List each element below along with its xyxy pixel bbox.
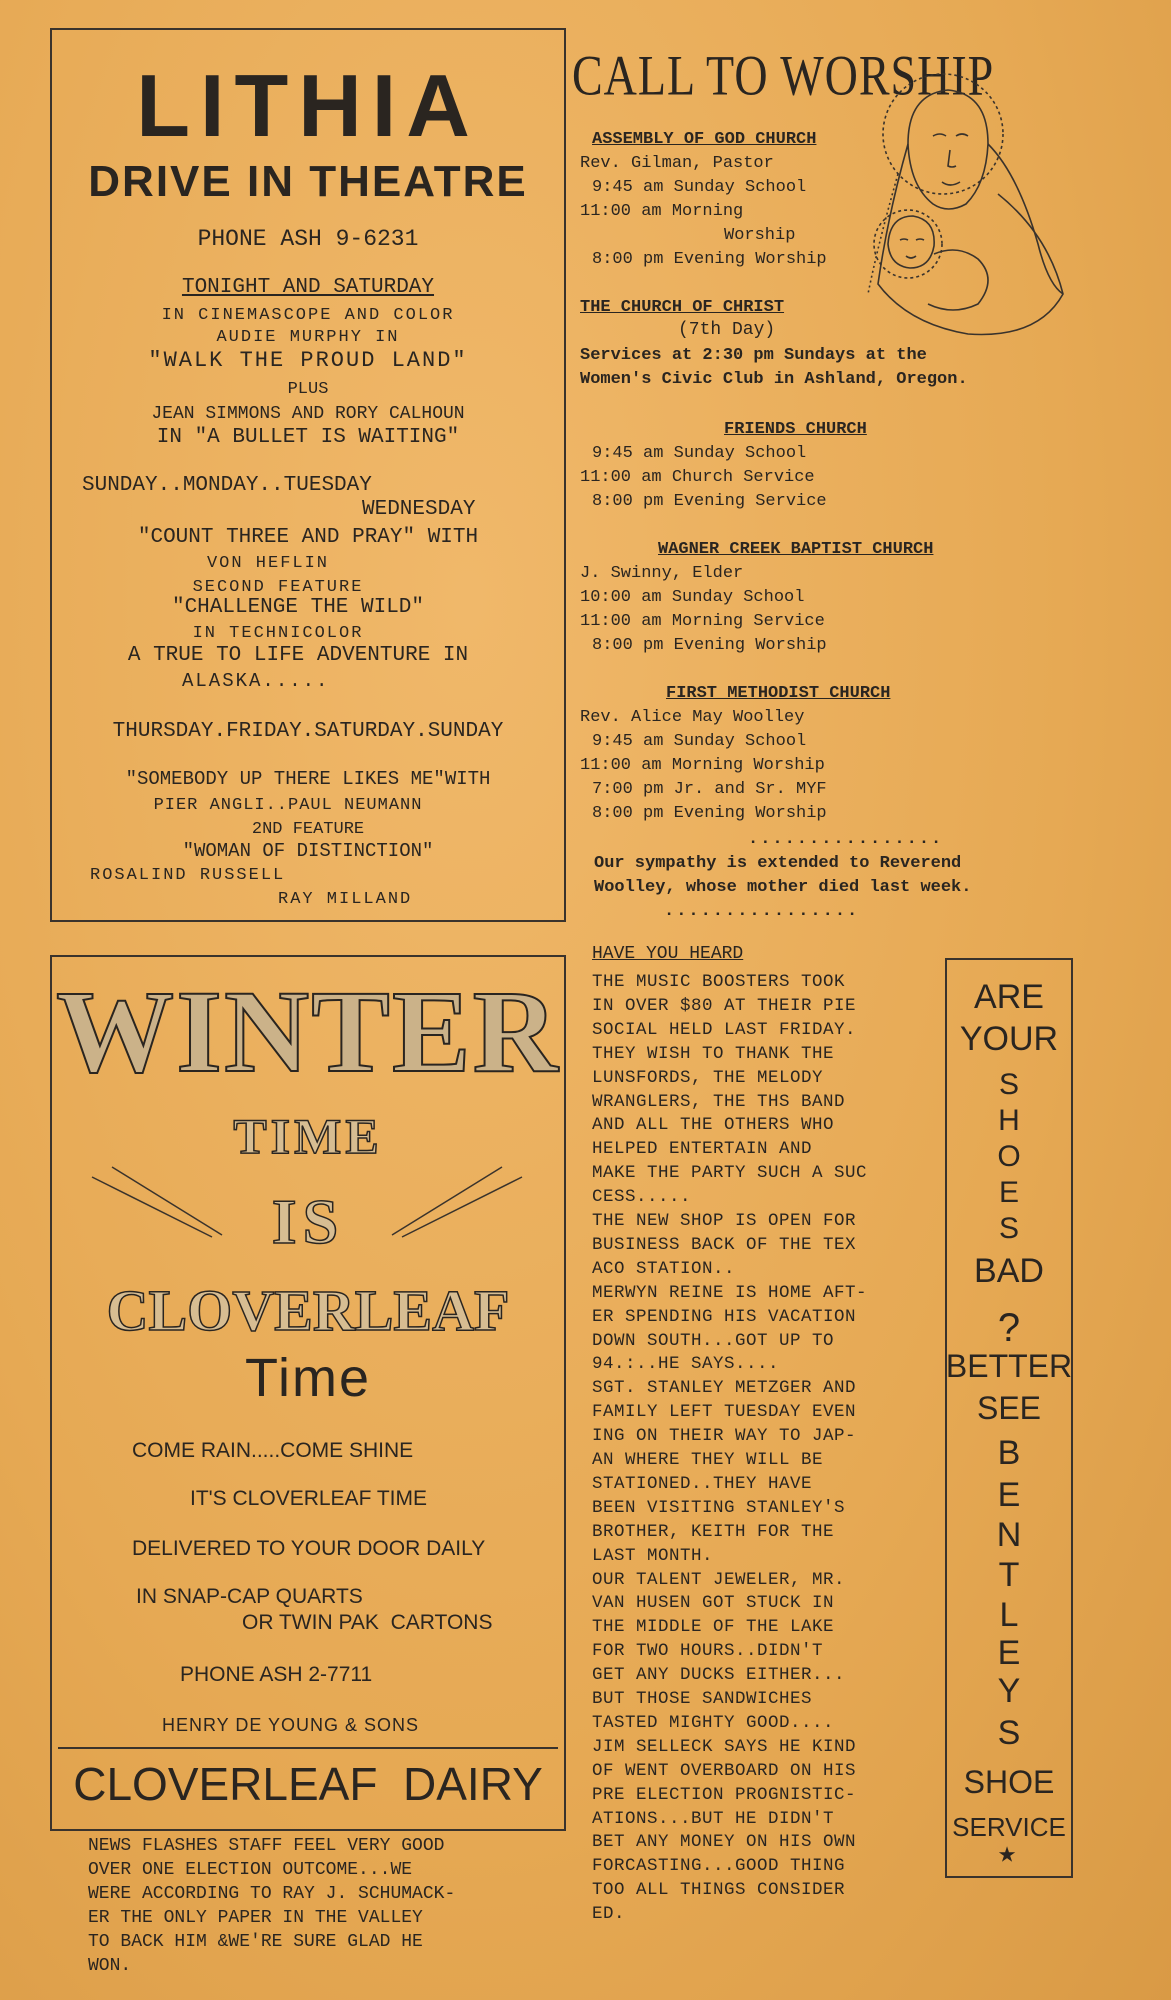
time-headline: TIME bbox=[233, 1108, 383, 1164]
lithia-line: PLUS bbox=[287, 380, 329, 399]
heard-line: TOO ALL THINGS CONSIDER bbox=[592, 1880, 846, 1901]
shoe-ad-line: Y bbox=[997, 1672, 1021, 1710]
worship-heading: WAGNER CREEK BAPTIST CHURCH bbox=[658, 540, 934, 559]
worship-line: 11:00 am Morning Worship bbox=[580, 756, 825, 775]
worship-line: 11:00 am Morning bbox=[580, 202, 744, 221]
shoe-ad-line: E bbox=[998, 1176, 1019, 1209]
time-script: Time bbox=[245, 1348, 371, 1408]
news-line: TO BACK HIM &WE'RE SURE GLAD HE bbox=[88, 1932, 423, 1952]
lithia-line: A TRUE TO LIFE ADVENTURE IN bbox=[127, 644, 469, 667]
heard-line: THE NEW SHOP IS OPEN FOR bbox=[592, 1211, 857, 1231]
lithia-line: IN TECHNICOLOR bbox=[192, 624, 364, 643]
lithia-line: "COUNT THREE AND PRAY" WITH bbox=[137, 526, 479, 549]
shoe-ad-line: S bbox=[997, 1714, 1021, 1752]
heard-line: PRE ELECTION PROGNISTIC- bbox=[592, 1784, 857, 1805]
worship-line: 11:00 am Church Service bbox=[580, 468, 815, 487]
cloverleaf-line: DELIVERED TO YOUR DOOR DAILY bbox=[132, 1537, 486, 1560]
madonna-child-illustration bbox=[848, 54, 1078, 344]
heard-line: THE MIDDLE OF THE LAKE bbox=[592, 1617, 835, 1638]
heard-line: BROTHER, KEITH FOR THE bbox=[592, 1521, 835, 1542]
heard-line: HELPED ENTERTAIN AND bbox=[592, 1139, 813, 1160]
news-line: NEWS FLASHES STAFF FEEL VERY GOOD bbox=[88, 1836, 445, 1856]
heard-line: STATIONED..THEY HAVE bbox=[592, 1473, 813, 1494]
heard-line: VAN HUSEN GOT STUCK IN bbox=[592, 1593, 835, 1614]
shoe-ad-line: SHOE bbox=[963, 1764, 1055, 1800]
worship-divider: ................ bbox=[748, 830, 944, 849]
heard-line: LUNSFORDS, THE MELODY bbox=[592, 1067, 824, 1088]
shoe-ad-line: ARE bbox=[974, 978, 1044, 1016]
lithia-ad bbox=[50, 28, 566, 922]
shoe-ad-line: BAD bbox=[974, 1252, 1044, 1290]
heard-line: FOR TWO HOURS..DIDN'T bbox=[592, 1641, 824, 1662]
shoe-ad-line: T bbox=[998, 1556, 1020, 1594]
worship-line: Our sympathy is extended to Reverend bbox=[594, 854, 962, 873]
worship-divider: ................ bbox=[664, 902, 860, 921]
shoe-ad-line: L bbox=[999, 1596, 1019, 1634]
heard-line: ACO STATION.. bbox=[592, 1258, 736, 1279]
worship-heading: FIRST METHODIST CHURCH bbox=[666, 684, 891, 703]
worship-column bbox=[568, 30, 1088, 920]
lithia-line: IN "A BULLET IS WAITING" bbox=[156, 426, 460, 449]
heard-line: FORCASTING...GOOD THING bbox=[592, 1856, 846, 1877]
shoe-ad-line: E bbox=[997, 1634, 1021, 1672]
lithia-line: VON HEFLIN bbox=[206, 554, 330, 573]
heard-line: ING ON THEIR WAY TO JAP- bbox=[592, 1426, 857, 1447]
heard-line: MERWYN REINE IS HOME AFT- bbox=[592, 1282, 868, 1303]
lithia-line: "CHALLENGE THE WILD" bbox=[171, 596, 425, 619]
heard-line: OF WENT OVERBOARD ON HIS bbox=[592, 1760, 857, 1781]
heard-line: 94.:..HE SAYS.... bbox=[592, 1354, 780, 1375]
worship-line: 11:00 am Morning Service bbox=[580, 612, 825, 631]
lithia-line: "WOMAN OF DISTINCTION" bbox=[182, 840, 434, 862]
heard-line: DOWN SOUTH...GOT UP TO bbox=[592, 1330, 835, 1351]
lithia-line: AUDIE MURPHY IN bbox=[216, 328, 400, 347]
lithia-phone: PHONE ASH 9-6231 bbox=[197, 226, 419, 252]
worship-line: 8:00 pm Evening Service bbox=[592, 492, 827, 511]
cloverleaf-line: IT'S CLOVERLEAF TIME bbox=[190, 1487, 428, 1510]
lithia-line: SUNDAY..MONDAY..TUESDAY bbox=[82, 474, 372, 497]
heard-line: ER SPENDING HIS VACATION bbox=[592, 1306, 857, 1327]
worship-line: 7:00 pm Jr. and Sr. MYF bbox=[592, 780, 827, 799]
heard-line: MAKE THE PARTY SUCH A SUC bbox=[592, 1163, 868, 1184]
lithia-line: 2ND FEATURE bbox=[251, 820, 365, 839]
lithia-line: IN CINEMASCOPE AND COLOR bbox=[161, 306, 455, 325]
cloverleaf-line: PHONE ASH 2-7711 bbox=[180, 1663, 373, 1686]
shoe-service-text bbox=[945, 958, 1073, 1874]
cloverleaf-dairy-name: CLOVERLEAF DAIRY bbox=[73, 1758, 543, 1810]
worship-line: 9:45 am Sunday School bbox=[592, 732, 807, 751]
shoe-ad-line: YOUR bbox=[959, 1020, 1059, 1058]
shoe-ad-line: SEE bbox=[976, 1390, 1042, 1426]
lithia-line: SECOND FEATURE bbox=[192, 578, 364, 597]
star-icon: ★ bbox=[997, 1835, 1017, 1870]
winter-headline: WINTER bbox=[56, 966, 560, 1097]
lithia-line: THURSDAY.FRIDAY.SATURDAY.SUNDAY bbox=[112, 720, 504, 743]
worship-line: J. Swinny, Elder bbox=[580, 564, 744, 583]
shoe-ad-line: N bbox=[996, 1516, 1022, 1554]
heard-line: THE MUSIC BOOSTERS TOOK bbox=[592, 972, 846, 992]
heard-line: AND ALL THE OTHERS WHO bbox=[592, 1115, 835, 1136]
heard-line: OUR TALENT JEWELER, MR. bbox=[592, 1569, 846, 1590]
lithia-line: "SOMEBODY UP THERE LIKES ME"WITH bbox=[125, 768, 491, 790]
worship-line: 9:45 am Sunday School bbox=[592, 178, 807, 197]
worship-line: Woolley, whose mother died last week. bbox=[594, 878, 972, 897]
worship-line: Rev. Alice May Woolley bbox=[580, 708, 805, 727]
heard-line: CESS..... bbox=[592, 1187, 692, 1208]
cloverleaf-ad bbox=[50, 955, 566, 1831]
shoe-ad-line: S bbox=[998, 1212, 1019, 1245]
shoe-ad-line: S bbox=[998, 1068, 1019, 1101]
worship-line: Rev. Gilman, Pastor bbox=[580, 154, 774, 173]
news-line: WERE ACCORDING TO RAY J. SCHUMACK- bbox=[88, 1884, 456, 1904]
heard-line: IN OVER $80 AT THEIR PIE bbox=[592, 995, 857, 1016]
worship-line: Women's Civic Club in Ashland, Oregon. bbox=[580, 370, 968, 389]
shoe-ad-line: O bbox=[997, 1140, 1021, 1173]
is-headline: IS bbox=[271, 1186, 345, 1257]
heard-line: LAST MONTH. bbox=[592, 1545, 714, 1566]
heard-line: TASTED MIGHTY GOOD.... bbox=[592, 1712, 835, 1733]
cloverleaf-line: OR TWIN PAK CARTONS bbox=[242, 1611, 493, 1634]
worship-line: 8:00 pm Evening Worship bbox=[592, 250, 827, 269]
heard-line: BEEN VISITING STANLEY'S bbox=[592, 1497, 846, 1518]
cloverleaf-line: COME RAIN.....COME SHINE bbox=[132, 1439, 414, 1462]
heard-line: AN WHERE THEY WILL BE bbox=[592, 1450, 824, 1470]
heard-line: BUT THOSE SANDWICHES bbox=[592, 1689, 813, 1709]
worship-line: (7th Day) bbox=[678, 320, 776, 340]
heard-line: BUSINESS BACK OF THE TEX bbox=[592, 1234, 857, 1255]
lithia-line: RAY MILLAND bbox=[278, 890, 413, 909]
worship-title: CALL TO WORSHIP bbox=[572, 43, 995, 107]
heard-title: HAVE YOU HEARD bbox=[592, 944, 744, 964]
heard-line: WRANGLERS, THE THS BAND bbox=[592, 1091, 846, 1112]
cloverleaf-line: IN SNAP-CAP QUARTS bbox=[136, 1585, 363, 1608]
heard-line: SOCIAL HELD LAST FRIDAY. bbox=[592, 1019, 857, 1040]
lithia-title: LITHIA bbox=[136, 56, 480, 155]
lithia-line: WEDNESDAY bbox=[362, 498, 476, 521]
worship-line: 8:00 pm Evening Worship bbox=[592, 804, 827, 823]
cloverleaf-headline: CLOVERLEAF bbox=[106, 1278, 510, 1343]
cloverleaf-line: HENRY DE YOUNG & SONS bbox=[162, 1715, 420, 1735]
shoe-ad-line: ? bbox=[997, 1306, 1021, 1350]
shoe-ad-line: H bbox=[998, 1104, 1020, 1137]
worship-heading: ASSEMBLY OF GOD CHURCH bbox=[592, 130, 817, 149]
dairy-divider bbox=[58, 1747, 558, 1749]
lithia-line: PIER ANGLI..PAUL NEUMANN bbox=[153, 796, 423, 815]
lithia-line: ALASKA..... bbox=[182, 670, 330, 692]
worship-line: Services at 2:30 pm Sundays at the bbox=[580, 346, 927, 365]
shoe-ad-line: E bbox=[997, 1476, 1021, 1514]
heard-line: GET ANY DUCKS EITHER... bbox=[592, 1665, 846, 1686]
worship-line: 10:00 am Sunday School bbox=[580, 588, 805, 607]
lithia-line: JEAN SIMMONS AND RORY CALHOUN bbox=[151, 404, 465, 424]
shoe-ad-line: SERVICE bbox=[952, 1812, 1066, 1842]
shoe-ad-line: BETTER bbox=[945, 1348, 1073, 1384]
shoe-ad-line: B bbox=[997, 1434, 1021, 1472]
lithia-line: ROSALIND RUSSELL bbox=[90, 866, 286, 885]
worship-line: Worship bbox=[724, 226, 796, 245]
heard-line: ATIONS...BUT HE DIDN'T bbox=[592, 1808, 835, 1829]
news-line: WON. bbox=[88, 1956, 132, 1976]
heard-line: ED. bbox=[592, 1904, 626, 1925]
lithia-subtitle: DRIVE IN THEATRE bbox=[88, 157, 528, 206]
worship-heading: THE CHURCH OF CHRIST bbox=[580, 298, 785, 317]
heard-line: SGT. STANLEY METZGER AND bbox=[592, 1378, 857, 1399]
lithia-line: "WALK THE PROUD LAND" bbox=[148, 348, 468, 373]
heard-line: BET ANY MONEY ON HIS OWN bbox=[592, 1832, 857, 1853]
heard-line: JIM SELLECK SAYS HE KIND bbox=[592, 1736, 857, 1757]
worship-line: 8:00 pm Evening Worship bbox=[592, 636, 827, 655]
news-line: OVER ONE ELECTION OUTCOME...WE bbox=[88, 1860, 413, 1880]
worship-heading: FRIENDS CHURCH bbox=[724, 420, 867, 439]
news-line: ER THE ONLY PAPER IN THE VALLEY bbox=[88, 1908, 423, 1928]
heard-line: FAMILY LEFT TUESDAY EVEN bbox=[592, 1402, 857, 1423]
worship-line: 9:45 am Sunday School bbox=[592, 444, 807, 463]
heard-line: THEY WISH TO THANK THE bbox=[592, 1043, 835, 1064]
lithia-tonight: TONIGHT AND SATURDAY bbox=[181, 276, 435, 299]
